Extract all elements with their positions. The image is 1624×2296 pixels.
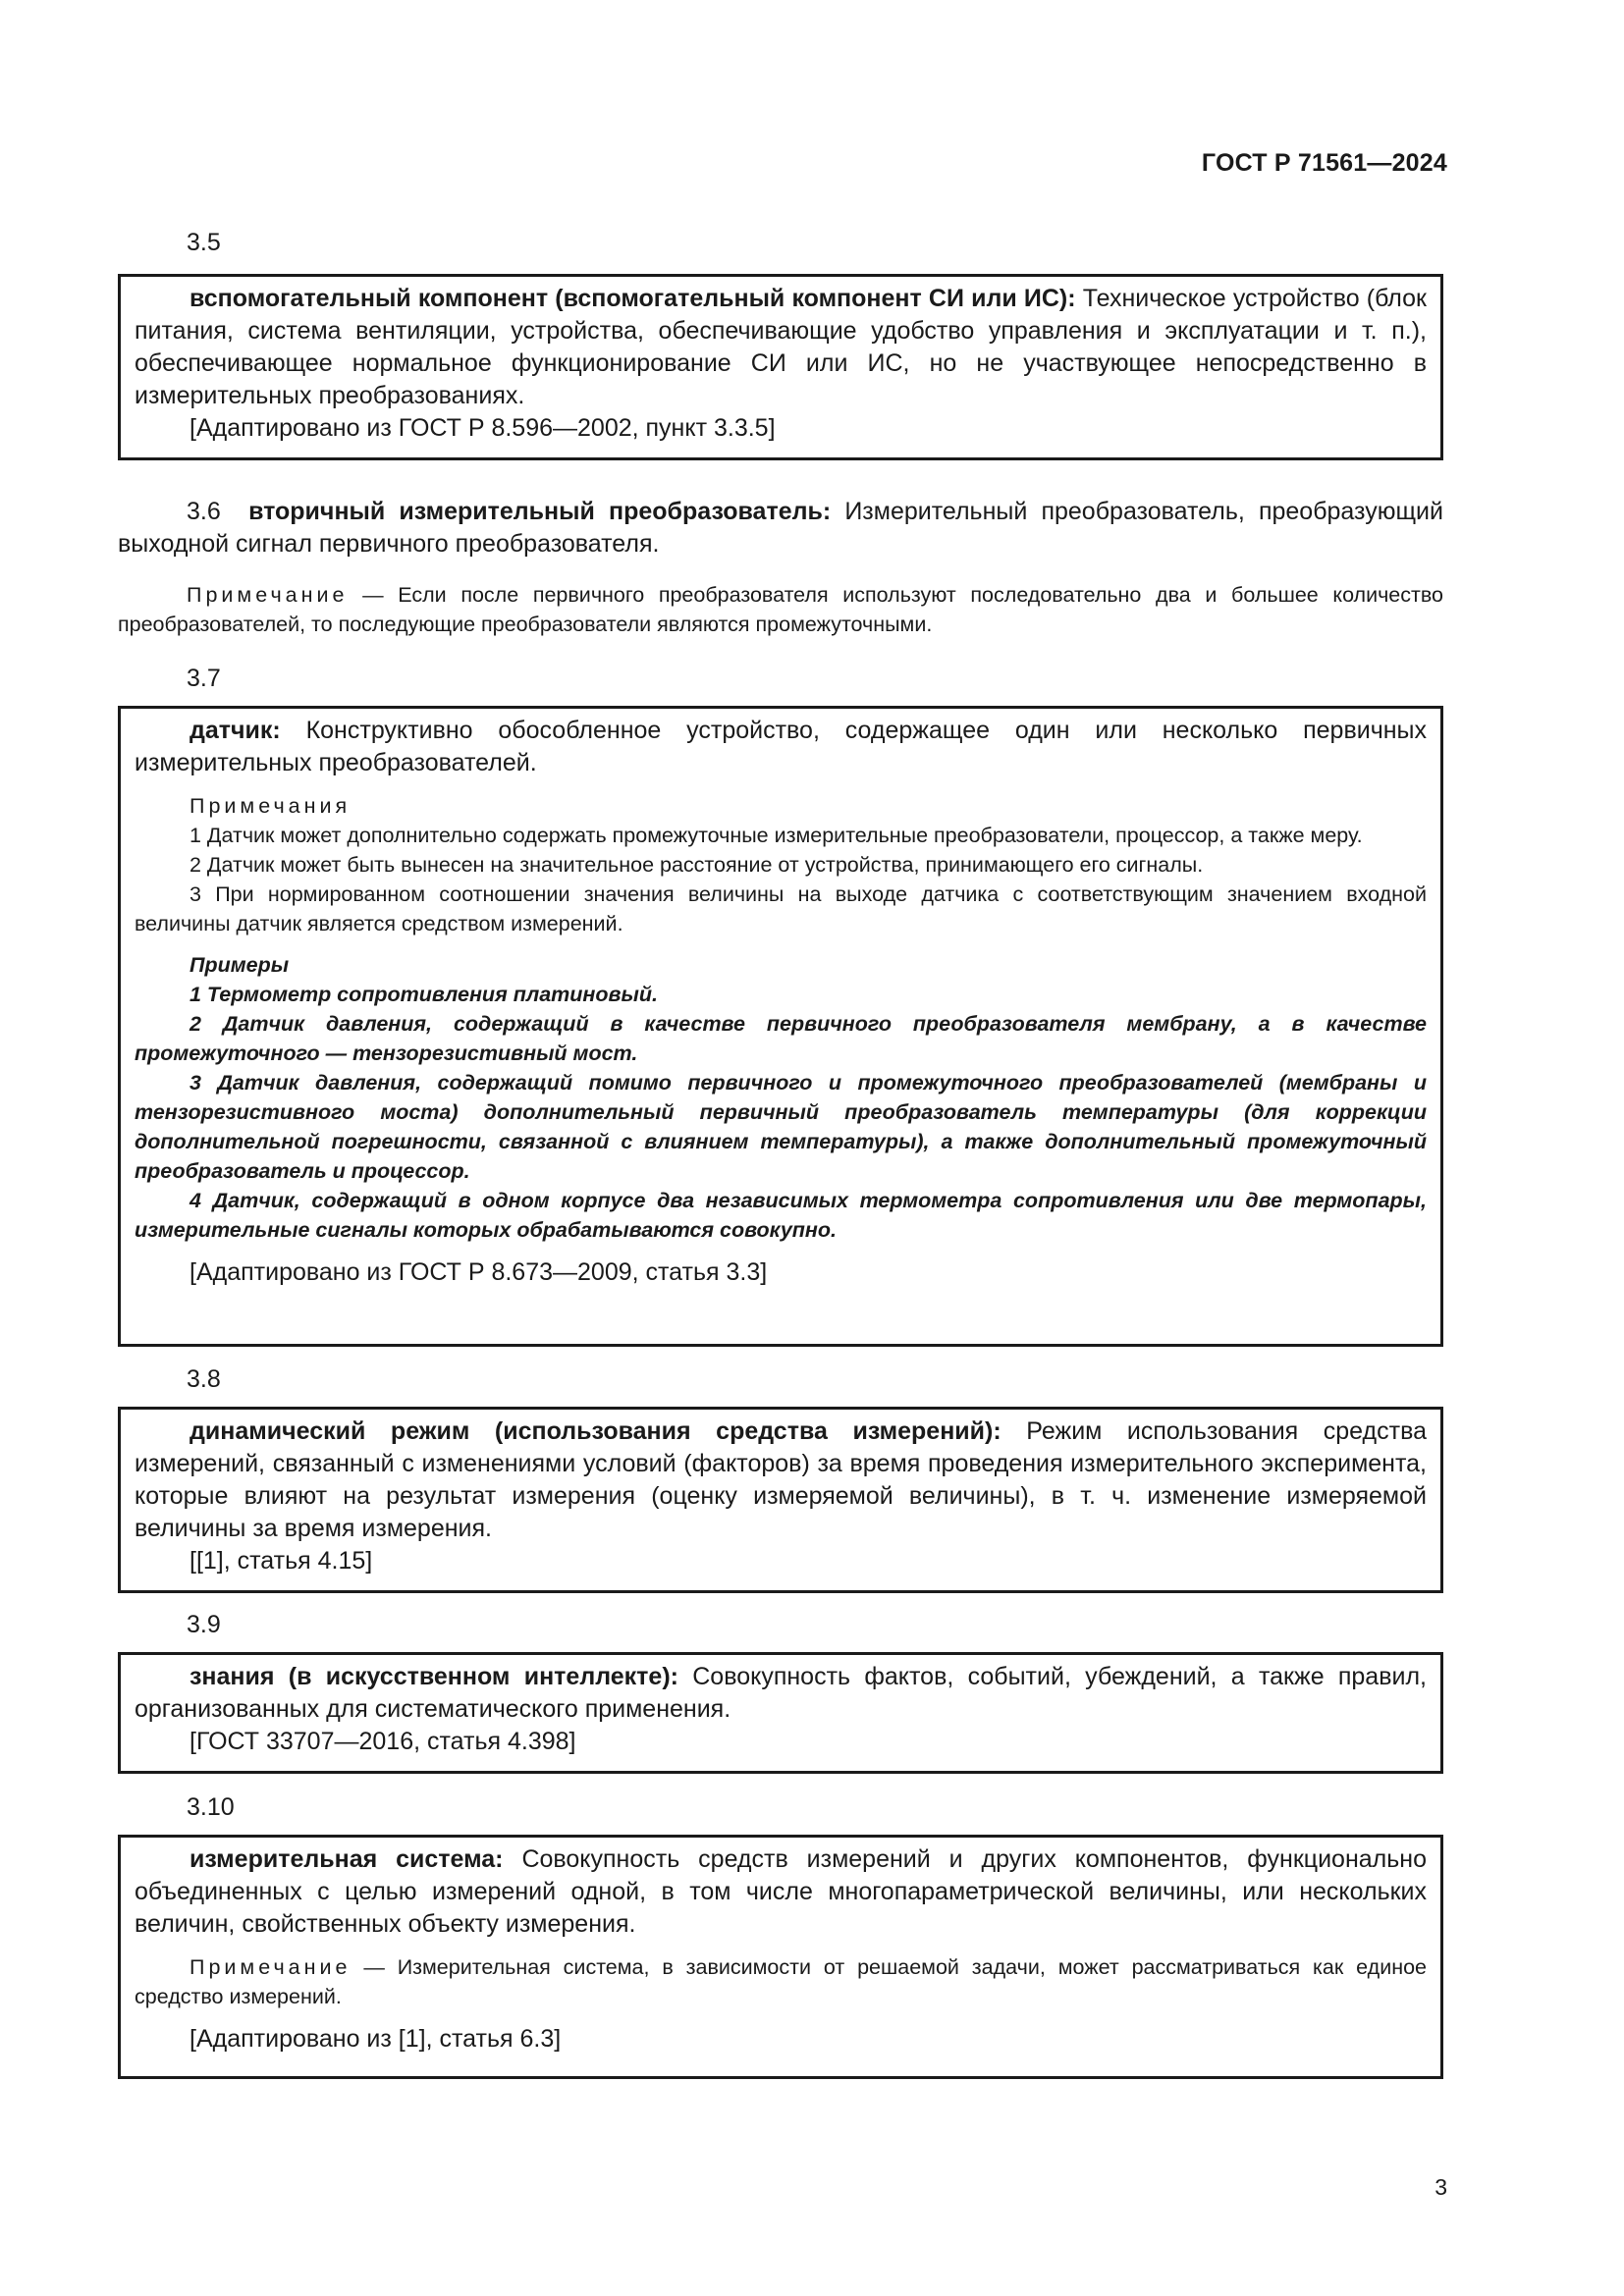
term-3-10: измерительная система:: [189, 1845, 504, 1873]
definition-text-3-8: Режим использования средства измерений, связанный с изменениями условий (факторов) за время проведения измерительного эксперимента, которые влияют на результат измерения (оценку измеряемой величины), в т. ч. изменение измеряемой величины за время измерения.: [135, 1417, 1427, 1542]
note-text-3-10: — Измерительная система, в зависимости от решаемой задачи, может рассматриваться как единое средство измерений.: [135, 1955, 1427, 2008]
source-ref-3-8: [[1], статья 4.15]: [189, 1547, 373, 1575]
note-item: 3 При нормированном соотношении значения величины на выходе датчика с соответствующим значением входной величины датчик является средством измерений.: [135, 882, 1427, 935]
term-box-3-8: [118, 1407, 1443, 1593]
definition-text-3-10: Совокупность средств измерений и других компонентов, функционально объединенных с целью измерений одной, в том числе многопараметрической величины, или нескольких величин, свойственных объекту измерения.: [135, 1845, 1427, 1938]
examples-3-7: [135, 950, 1427, 1245]
term-box-3-7: [118, 706, 1443, 1347]
page-number: 3: [1435, 2174, 1447, 2200]
term-3-6: вторичный измерительный преобразователь:: [248, 498, 832, 525]
example-item: 2 Датчик давления, содержащий в качестве первичного преобразователя мембрану, а в качестве промежуточного — тензорезистивный мост.: [135, 1012, 1427, 1065]
note-label-3-6: Примечание: [187, 583, 349, 607]
definition-3-10: [135, 1843, 1427, 1941]
example-item: 3 Датчик давления, содержащий помимо первичного и промежуточного преобразователей (мембраны и тензорезистивного моста) дополнительный первичный преобразователь температуры (для коррекции дополнительной погрешности, связанной с влиянием температуры), а также дополнительный промежуточный преобразователь и процессор.: [135, 1071, 1427, 1183]
definition-text-3-5: Техническое устройство (блок питания, система вентиляции, устройства, обеспечивающие удобство управления и эксплуатации и т. п.), обеспечивающее нормальное функционирование СИ или ИС, но не участвующее непосредственно в измерительных преобразованиях.: [135, 285, 1427, 409]
source-ref-3-9: [ГОСТ 33707—2016, статья 4.398]: [189, 1728, 576, 1755]
note-3-10: [135, 1952, 1427, 2011]
term-3-9: знания (в искусственном интеллекте):: [189, 1663, 678, 1690]
entry-number-3-8: 3.8: [187, 1365, 221, 1393]
example-item: 1 Термометр сопротивления платиновый.: [189, 983, 658, 1006]
example-item: 4 Датчик, содержащий в одном корпусе два независимых термометра сопротивления или две термопары, измерительные сигналы которых обрабатываются совокупно.: [135, 1189, 1427, 1242]
definition-text-3-9: Совокупность фактов, событий, убеждений, а также правил, организованных для систематического применения.: [135, 1663, 1427, 1723]
term-box-3-9: [118, 1652, 1443, 1774]
note-label-3-10: Примечание: [189, 1955, 352, 1979]
term-3-5: вспомогательный компонент (вспомогательный компонент СИ или ИС):: [189, 285, 1076, 312]
definition-3-8: [135, 1415, 1427, 1545]
term-3-8: динамический режим (использования средства измерений):: [189, 1417, 1001, 1445]
note-item: 1 Датчик может дополнительно содержать промежуточные измерительные преобразователи, процессор, а также меру.: [189, 824, 1363, 847]
entry-number-3-10: 3.10: [187, 1793, 235, 1821]
term-box-3-10: [118, 1835, 1443, 2079]
definition-text-3-7: Конструктивно обособленное устройство, содержащее один или несколько первичных измерительных преобразователей.: [135, 717, 1427, 776]
entry-number-3-6: 3.6: [187, 498, 221, 525]
entry-number-3-9: 3.9: [187, 1611, 221, 1638]
entry-number-3-5: 3.5: [187, 229, 221, 256]
notes-3-7: [135, 791, 1427, 938]
definition-3-6: [118, 496, 1443, 561]
term-3-7: датчик:: [189, 717, 281, 744]
term-box-3-5: [118, 274, 1443, 460]
definition-3-7: [135, 715, 1427, 779]
note-3-6: [118, 580, 1443, 639]
definition-3-5: [135, 283, 1427, 412]
source-ref-3-10: [Адаптировано из [1], статья 6.3]: [189, 2025, 562, 2053]
note-text-3-6: — Если после первичного преобразователя используют последовательно два и большее количество преобразователей, то последующие преобразователи являются промежуточными.: [118, 583, 1443, 636]
definition-3-9: [135, 1661, 1427, 1726]
entry-number-3-7: 3.7: [187, 665, 221, 692]
examples-label-3-7: Примеры: [189, 953, 290, 977]
notes-label-3-7: Примечания: [189, 794, 352, 818]
source-ref-3-7: [Адаптировано из ГОСТ Р 8.673—2009, статья 3.3]: [189, 1258, 768, 1286]
source-ref-3-5: [Адаптировано из ГОСТ Р 8.596—2002, пункт 3.3.5]: [189, 414, 776, 442]
entry-3-6: [118, 496, 1443, 639]
note-item: 2 Датчик может быть вынесен на значительное расстояние от устройства, принимающего его сигналы.: [189, 853, 1204, 877]
document-header: ГОСТ Р 71561—2024: [1201, 149, 1447, 177]
definition-text-3-6: Измерительный преобразователь, преобразующий выходной сигнал первичного преобразователя.: [118, 498, 1443, 558]
